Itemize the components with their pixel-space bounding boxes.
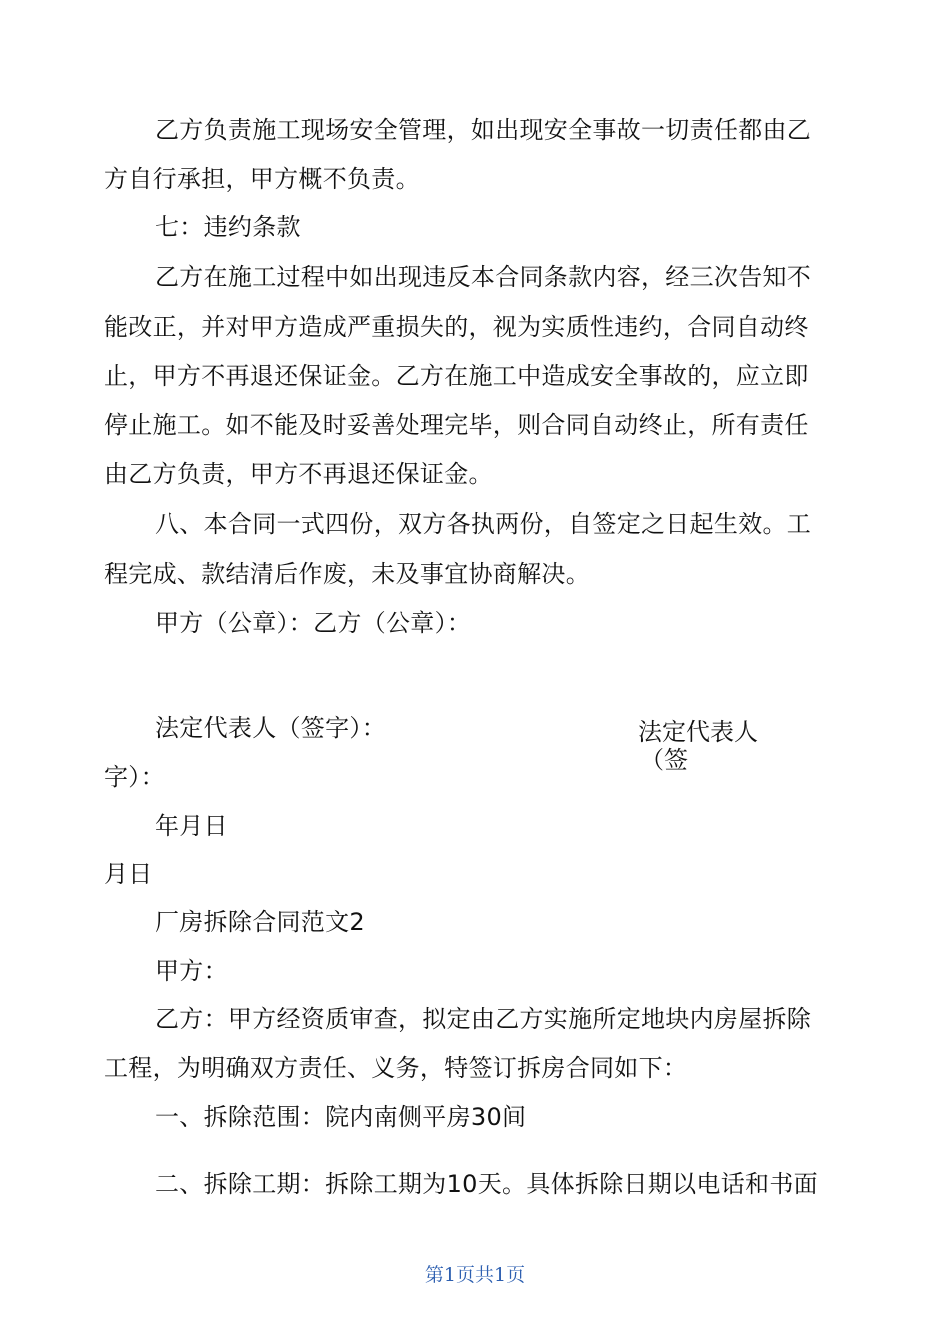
paragraph-line: 能改正，并对甲方造成严重损失的，视为实质性违约，合同自动终 [104,313,809,341]
date-line: 年月日 [155,812,228,840]
paragraph-line: 程完成、款结清后作废，未及事宜协商解决。 [104,560,590,588]
date-line: 月日 [104,860,153,888]
document-title: 厂房拆除合同范文2 [155,908,365,936]
paragraph-line: 工程，为明确双方责任、义务，特签订拆房合同如下： [104,1054,688,1082]
paragraph-line: 乙方在施工过程中如出现违反本合同条款内容，经三次告知不 [155,263,812,291]
party-a-line: 甲方： [155,957,228,985]
page-footer: 第1页共1页 [424,1264,526,1286]
paragraph-line: 八、本合同一式四份，双方各执两份，自签定之日起生效。工 [155,510,812,538]
right-signature-line2: （签 [640,746,688,774]
signature-continuation: 字）： [104,763,165,791]
paragraph-line: 方自行承担，甲方概不负责。 [104,165,420,193]
paragraph-line: 止，甲方不再退还保证金。乙方在施工中造成安全事故的，应立即 [104,362,809,390]
section-heading: 七：违约条款 [155,213,301,241]
paragraph-line: 一、拆除范围：院内南侧平房30间 [155,1103,527,1131]
right-signature-line1: 法定代表人 [638,718,758,746]
paragraph-line: 乙方负责施工现场安全管理，如出现安全事故一切责任都由乙 [155,116,812,144]
paragraph-line: 停止施工。如不能及时妥善处理完毕，则合同自动终止，所有责任 [104,411,809,439]
legal-rep-line: 法定代表人（签字）： [155,714,386,742]
paragraph-line: 二、拆除工期：拆除工期为10天。具体拆除日期以电话和书面 [155,1170,818,1198]
party-b-line: 乙方：甲方经资质审查，拟定由乙方实施所定地块内房屋拆除 [155,1005,812,1033]
party-seal-line: 甲方（公章）：乙方（公章）： [155,609,472,637]
paragraph-line: 由乙方负责，甲方不再退还保证金。 [104,460,493,488]
